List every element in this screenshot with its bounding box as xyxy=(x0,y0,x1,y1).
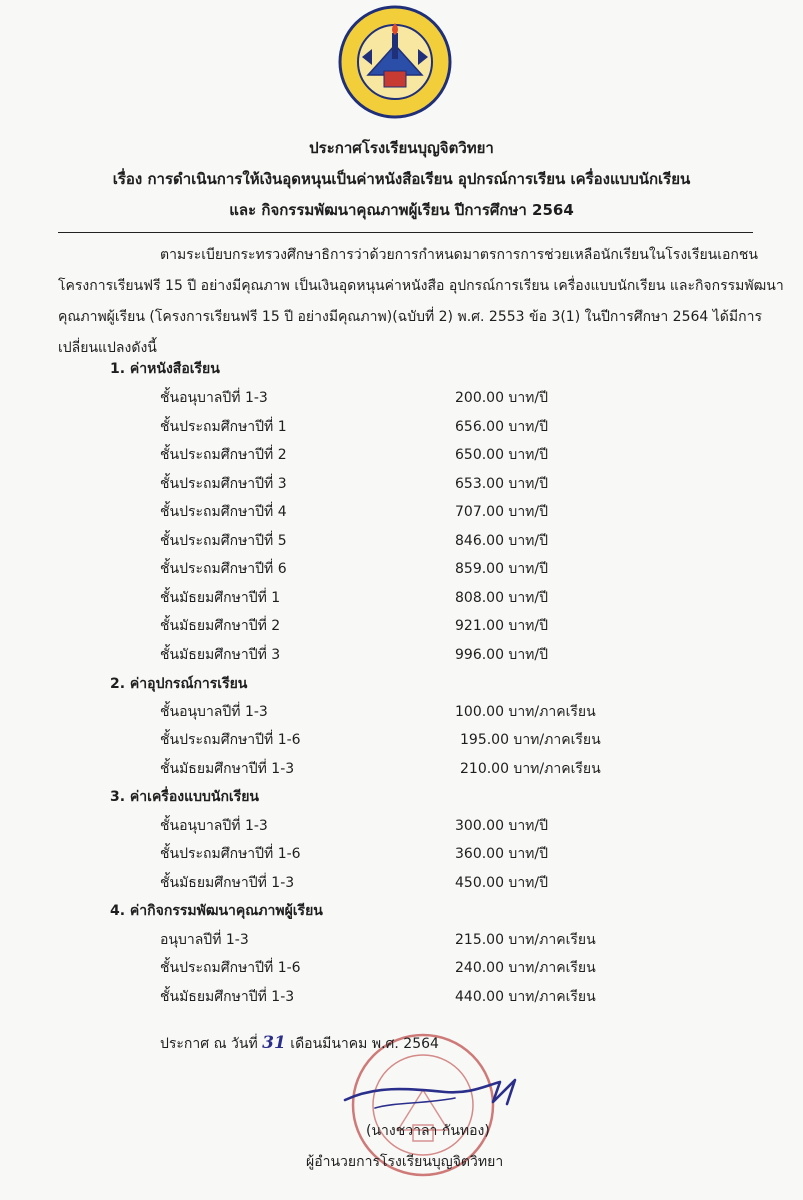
handwritten-day: 31 xyxy=(262,1033,286,1053)
list-item-level: ชั้นประถมศึกษาปีที่ 5 xyxy=(160,533,287,549)
list-item-price: 360.00 บาท/ปี xyxy=(455,846,549,862)
signature-icon xyxy=(335,1068,535,1118)
list-item-level: ชั้นประถมศึกษาปีที่ 1-6 xyxy=(160,732,301,748)
list-item-level: ชั้นประถมศึกษาปีที่ 1 xyxy=(160,419,287,435)
announcement-subject-continued: และ กิจกรรมพัฒนาคุณภาพผู้เรียน ปีการศึกษา 2564 xyxy=(229,201,574,219)
section-title-activities: 4. ค่ากิจกรรมพัฒนาคุณภาพผู้เรียน xyxy=(110,903,323,919)
list-item-price: 300.00 บาท/ปี xyxy=(455,818,549,834)
list-item-price: 996.00 บาท/ปี xyxy=(455,647,549,663)
list-item-price: 650.00 บาท/ปี xyxy=(455,447,549,463)
intro-line-2: โครงการเรียนฟรี 15 ปี อย่างมีคุณภาพ เป็นเงินอุดหนุนค่าหนังสือ อุปกรณ์การเรียน เครื่องแบบนักเรียน และกิจกรรมพัฒนา xyxy=(58,278,784,294)
section-title-uniforms: 3. ค่าเครื่องแบบนักเรียน xyxy=(110,789,259,805)
announcement-title: ประกาศโรงเรียนบุญจิตวิทยา xyxy=(309,139,494,157)
list-item-price: 240.00 บาท/ภาคเรียน xyxy=(455,960,596,976)
list-item-level: ชั้นอนุบาลปีที่ 1-3 xyxy=(160,818,268,834)
list-item-level: ชั้นประถมศึกษาปีที่ 1-6 xyxy=(160,960,301,976)
list-item-price: 808.00 บาท/ปี xyxy=(455,590,549,606)
list-item-price: 921.00 บาท/ปี xyxy=(455,618,549,634)
list-item-level: ชั้นประถมศึกษาปีที่ 1-6 xyxy=(160,846,301,862)
intro-line-1: ตามระเบียบกระทรวงศึกษาธิการว่าด้วยการกำหนดมาตรการการช่วยเหลือนักเรียนในโรงเรียนเอกชน xyxy=(160,247,758,263)
announcement-date xyxy=(160,1033,439,1055)
section-title-textbooks: 1. ค่าหนังสือเรียน xyxy=(110,361,220,377)
list-item-price: 440.00 บาท/ภาคเรียน xyxy=(455,989,596,1005)
list-item-level: ชั้นประถมศึกษาปีที่ 4 xyxy=(160,504,287,520)
list-item-price: 215.00 บาท/ภาคเรียน xyxy=(455,932,596,948)
list-item-level: ชั้นประถมศึกษาปีที่ 6 xyxy=(160,561,287,577)
intro-paragraph xyxy=(58,240,784,364)
signer-position: ผู้อำนวยการโรงเรียนบุญจิตวิทยา xyxy=(306,1154,504,1170)
intro-line-3: คุณภาพผู้เรียน (โครงการเรียนฟรี 15 ปี อย่างมีคุณภาพ)(ฉบับที่ 2) พ.ศ. 2553 ข้อ 3(1) ในปีการศึกษา 2564 ได้มีการ xyxy=(58,309,762,325)
list-item-level: ชั้นมัธยมศึกษาปีที่ 1 xyxy=(160,590,281,606)
title-divider xyxy=(58,232,753,233)
list-item-price: 210.00 บาท/ภาคเรียน xyxy=(460,761,601,777)
list-item-level: ชั้นประถมศึกษาปีที่ 3 xyxy=(160,476,287,492)
list-item-price: 195.00 บาท/ภาคเรียน xyxy=(460,732,601,748)
list-item-price: 707.00 บาท/ปี xyxy=(455,504,549,520)
signer-name: (นางชวาลา กันทอง) xyxy=(366,1123,490,1139)
list-item-level: ชั้นมัธยมศึกษาปีที่ 1-3 xyxy=(160,989,295,1005)
list-item-level: ชั้นอนุบาลปีที่ 1-3 xyxy=(160,390,268,406)
list-item-level: ชั้นอนุบาลปีที่ 1-3 xyxy=(160,704,268,720)
list-item-price: 846.00 บาท/ปี xyxy=(455,533,549,549)
list-item-level: ชั้นมัธยมศึกษาปีที่ 1-3 xyxy=(160,875,295,891)
school-emblem-icon xyxy=(338,5,452,119)
list-item-level: ชั้นมัธยมศึกษาปีที่ 3 xyxy=(160,647,281,663)
announcement-subject: เรื่อง การดำเนินการให้เงินอุดหนุนเป็นค่าหนังสือเรียน อุปกรณ์การเรียน เครื่องแบบนักเรียน xyxy=(112,170,691,188)
list-item-level: ชั้นมัธยมศึกษาปีที่ 2 xyxy=(160,618,281,634)
date-suffix: เดือนมีนาคม พ.ศ. 2564 xyxy=(290,1036,439,1052)
date-prefix: ประกาศ ณ วันที่ xyxy=(160,1036,258,1052)
list-item-price: 859.00 บาท/ปี xyxy=(455,561,549,577)
list-item-price: 653.00 บาท/ปี xyxy=(455,476,549,492)
intro-line-4: เปลี่ยนแปลงดังนี้ xyxy=(58,340,157,356)
list-item-price: 450.00 บาท/ปี xyxy=(455,875,549,891)
list-item-level: ชั้นประถมศึกษาปีที่ 2 xyxy=(160,447,287,463)
list-item-price: 100.00 บาท/ภาคเรียน xyxy=(455,704,596,720)
list-item-level: อนุบาลปีที่ 1-3 xyxy=(160,932,249,948)
list-item-price: 200.00 บาท/ปี xyxy=(455,390,549,406)
list-item-level: ชั้นมัธยมศึกษาปีที่ 1-3 xyxy=(160,761,295,777)
list-item-price: 656.00 บาท/ปี xyxy=(455,419,549,435)
section-title-supplies: 2. ค่าอุปกรณ์การเรียน xyxy=(110,676,248,692)
